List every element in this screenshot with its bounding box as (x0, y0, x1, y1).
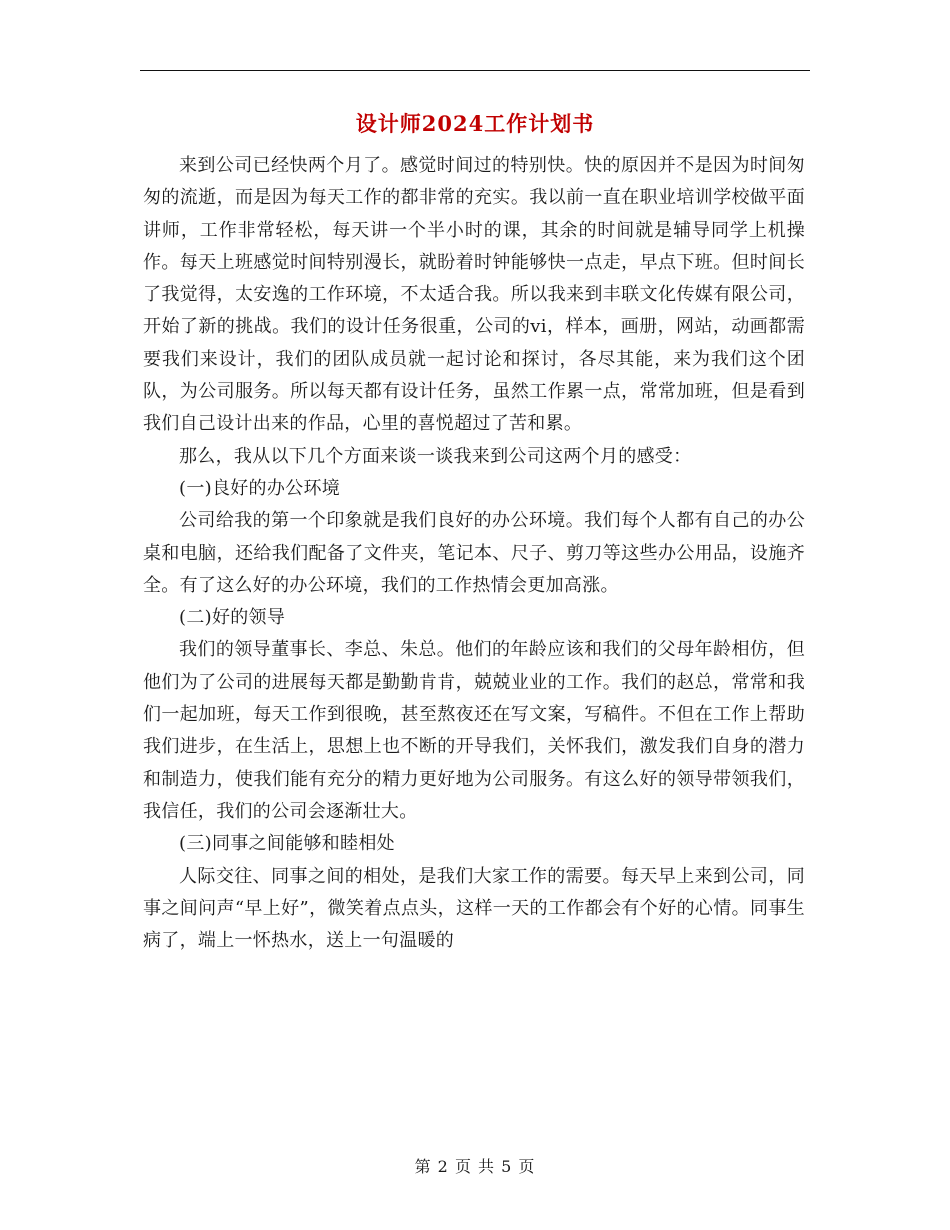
paragraph-leadership: 我们的领导董事长、李总、朱总。他们的年龄应该和我们的父母年龄相仿，但他们为了公司的进展每天都是勤勤肯肯，兢兢业业的工作。我们的赵总，常常和我们一起加班，每天工作到很晚，甚至熬夜还在写文案，写稿件。不但在工作上帮助我们进步，在生活上，思想上也不断的开导我们，关怀我们，激发我们自身的潜力和制造力，使我们能有充分的精力更好地为公司服务。有这么好的领导带领我们，我信任，我们的公司会逐渐壮大。 (143, 639, 805, 822)
header-rule (140, 70, 810, 71)
page-number-footer: 第 2 页 共 5 页 (414, 1157, 536, 1176)
section-heading-colleagues: (三)同事之间能够和睦相处 (179, 833, 395, 855)
paragraph-intro: 来到公司已经快两个月了。感觉时间过的特别快。快的原因并不是因为时间匆匆的流逝，而是因为每天工作的都非常的充实。我以前一直在职业培训学校做平面讲师，工作非常轻松，每天讲一个半小时的课，其余的时间就是辅导同学上机操作。每天上班感觉时间特别漫长，就盼着时钟能够快一点走，早点下班。但时间长了我觉得，太安逸的工作环境，不太适合我。所以我来到丰联文化传媒有限公司，开始了新的挑战。我们的设计任务很重，公司的vi，样本，画册，网站，动画都需要我们来设计，我们的团队成员就一起讨论和探讨，各尽其能，来为我们这个团队，为公司服务。所以每天都有设计任务，虽然工作累一点，常常加班，但是看到我们自己设计出来的作品，心里的喜悦超过了苦和累。 (143, 155, 805, 435)
section-heading-leadership: (二)好的领导 (179, 607, 286, 629)
paragraph-lead-in: 那么，我从以下几个方面来谈一谈我来到公司这两个月的感受： (179, 445, 692, 467)
document-title: 设计师2024工作计划书 (355, 111, 595, 136)
document-body (143, 150, 805, 957)
paragraph-office-environment: 公司给我的第一个印象就是我们良好的办公环境。我们每个人都有自己的办公桌和电脑，还给我们配备了文件夹，笔记本、尺子、剪刀等这些办公用品，设施齐全。有了这么好的办公环境，我们的工作热情会更加高涨。 (143, 510, 805, 596)
section-heading-office-environment: (一)良好的办公环境 (179, 477, 341, 499)
paragraph-colleagues: 人际交往、同事之间的相处，是我们大家工作的需要。每天早上来到公司，同事之间问声“早上好”，微笑着点点头，这样一天的工作都会有个好的心情。同事生病了，端上一怀热水，送上一句温暖的 (143, 865, 805, 952)
